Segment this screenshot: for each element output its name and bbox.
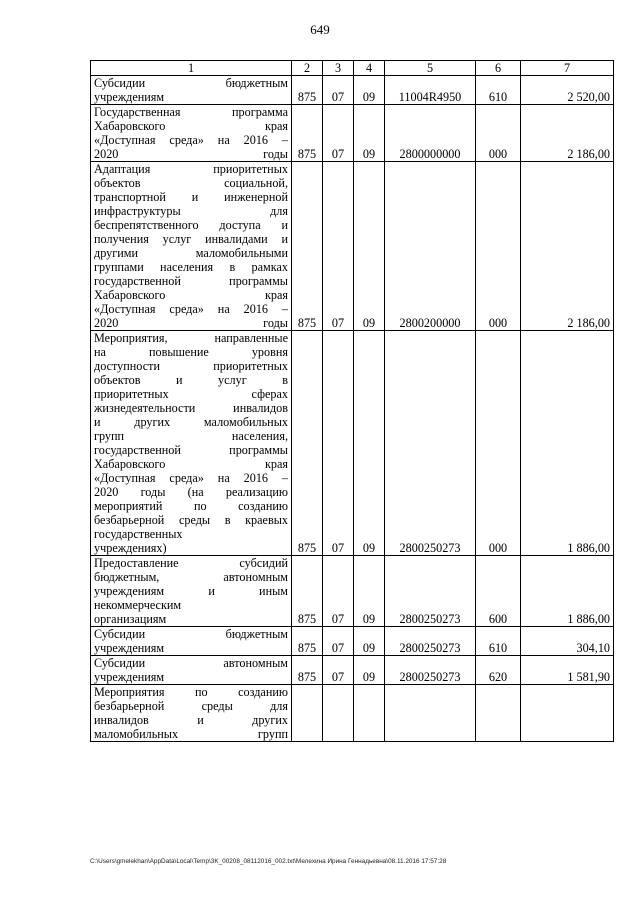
row-name-line: групп населения, [94,429,288,443]
row-name-line: государственной программы [94,274,288,288]
subsection-code-cell: 09 [354,105,385,162]
subsection-code-cell: 09 [354,556,385,627]
row-name-line: объектов и услуг в [94,373,288,387]
row-name-line: Государственная программа [94,105,288,119]
table-row [91,656,614,685]
expense-type-cell: 000 [476,162,521,331]
row-name-line: транспортной и инженерной [94,190,288,204]
row-name-line: Субсидии бюджетным [94,76,288,90]
ministry-code-cell [292,685,323,742]
table-header-row [91,61,614,76]
row-name-cell [91,627,292,656]
row-name-cell [91,162,292,331]
target-article-cell: 2800250273 [385,627,476,656]
section-code-cell: 07 [323,105,354,162]
target-article-cell: 2800250273 [385,556,476,627]
row-name-line: получения услуг инвалидами и [94,232,288,246]
amount-cell [521,685,614,742]
row-name-line: Хабаровского края [94,457,288,471]
row-name-line: беспрепятственного доступа и [94,218,288,232]
row-name-line: учреждениям [94,670,165,684]
row-name-line: доступности приоритетных [94,359,288,373]
row-name-line: учреждениям и иным [94,584,288,598]
row-name-line: 2020 годы [94,316,288,330]
table-row [91,162,614,331]
row-name-line: и других маломобильных [94,415,288,429]
ministry-code-cell: 875 [292,556,323,627]
row-name-line: маломобильных групп [94,727,288,741]
section-code-cell: 07 [323,627,354,656]
target-article-cell: 2800000000 [385,105,476,162]
section-code-cell: 07 [323,331,354,556]
row-name-line: «Доступная среда» на 2016 – [94,471,288,485]
subsection-code-cell [354,685,385,742]
ministry-code-cell: 875 [292,627,323,656]
header-cell: 7 [521,61,614,76]
expense-type-cell [476,685,521,742]
header-cell: 3 [323,61,354,76]
table-row [91,627,614,656]
row-name-cell [91,556,292,627]
page-number: 649 [310,22,330,37]
row-name-line: «Доступная среда» на 2016 – [94,302,288,316]
target-article-cell: 2800200000 [385,162,476,331]
ministry-code-cell: 875 [292,331,323,556]
row-name-cell [91,76,292,105]
table-row [91,556,614,627]
header-cell: 4 [354,61,385,76]
row-name-cell [91,656,292,685]
expense-type-cell: 610 [476,76,521,105]
row-name-line: 2020 годы [94,147,288,161]
row-name-line: на повышение уровня [94,345,288,359]
table-row [91,76,614,105]
header-cell: 5 [385,61,476,76]
expense-type-cell: 000 [476,105,521,162]
subsection-code-cell: 09 [354,76,385,105]
header-cell: 2 [292,61,323,76]
row-name-cell [91,685,292,742]
target-article-cell: 2800250273 [385,656,476,685]
row-name-line: мероприятий по созданию [94,499,288,513]
amount-cell: 1 886,00 [521,556,614,627]
row-name-line: государственной программы [94,443,288,457]
table-row [91,331,614,556]
row-name-line: объектов социальной, [94,176,288,190]
row-name-line: жизнедеятельности инвалидов [94,401,288,415]
row-name-line: бюджетным, автономным [94,570,288,584]
amount-cell: 2 186,00 [521,162,614,331]
row-name-line: Адаптация приоритетных [94,162,288,176]
row-name-line: Мероприятия по созданию [94,685,288,699]
target-article-cell: 11004R4950 [385,76,476,105]
row-name-line: учреждениях) [94,541,167,555]
ministry-code-cell: 875 [292,162,323,331]
row-name-line: «Доступная среда» на 2016 – [94,133,288,147]
subsection-code-cell: 09 [354,627,385,656]
subsection-code-cell: 09 [354,331,385,556]
row-name-line: Предоставление субсидий [94,556,288,570]
amount-cell: 304,10 [521,627,614,656]
row-name-cell [91,331,292,556]
ministry-code-cell: 875 [292,76,323,105]
row-name-cell [91,105,292,162]
row-name-line: государственных [94,527,183,541]
row-name-line: инфраструктуры для [94,204,288,218]
row-name-line: учреждениям [94,641,165,655]
header-cell: 6 [476,61,521,76]
row-name-line: некоммерческим [94,598,182,612]
row-name-line: Субсидии бюджетным [94,627,288,641]
expense-type-cell: 620 [476,656,521,685]
amount-cell: 1 886,00 [521,331,614,556]
subsection-code-cell: 09 [354,656,385,685]
amount-cell: 2 186,00 [521,105,614,162]
row-name-line: группами населения в рамках [94,260,288,274]
row-name-line: безбарьерной среды для [94,699,288,713]
row-name-line: инвалидов и других [94,713,288,727]
row-name-line: организациям [94,612,167,626]
row-name-line: Хабаровского края [94,288,288,302]
expense-type-cell: 600 [476,556,521,627]
row-name-line: 2020 годы (на реализацию [94,485,288,499]
subsection-code-cell: 09 [354,162,385,331]
row-name-line: безбарьерной среды в краевых [94,513,288,527]
header-cell: 1 [91,61,292,76]
row-name-line: Хабаровского края [94,119,288,133]
section-code-cell: 07 [323,556,354,627]
table-row [91,105,614,162]
section-code-cell: 07 [323,76,354,105]
footer-file-path: C:\Users\gmelekhan\AppData\Local\Temp\3K_00208_08112016_002.txt\Мелехина Ирина Геннадьевна\08.11.2016 17:57:28 [90,858,447,865]
row-name-line: Мероприятия, направленные [94,331,288,345]
section-code-cell: 07 [323,656,354,685]
section-code-cell: 07 [323,162,354,331]
ministry-code-cell: 875 [292,105,323,162]
target-article-cell [385,685,476,742]
ministry-code-cell: 875 [292,656,323,685]
row-name-line: Субсидии автономным [94,656,288,670]
row-name-line: другими маломобильными [94,246,288,260]
row-name-line: приоритетных сферах [94,387,288,401]
budget-table [90,60,614,742]
expense-type-cell: 000 [476,331,521,556]
expense-type-cell: 610 [476,627,521,656]
row-name-line: учреждениям [94,90,165,104]
amount-cell: 1 581,90 [521,656,614,685]
section-code-cell [323,685,354,742]
target-article-cell: 2800250273 [385,331,476,556]
amount-cell: 2 520,00 [521,76,614,105]
table-row [91,685,614,742]
